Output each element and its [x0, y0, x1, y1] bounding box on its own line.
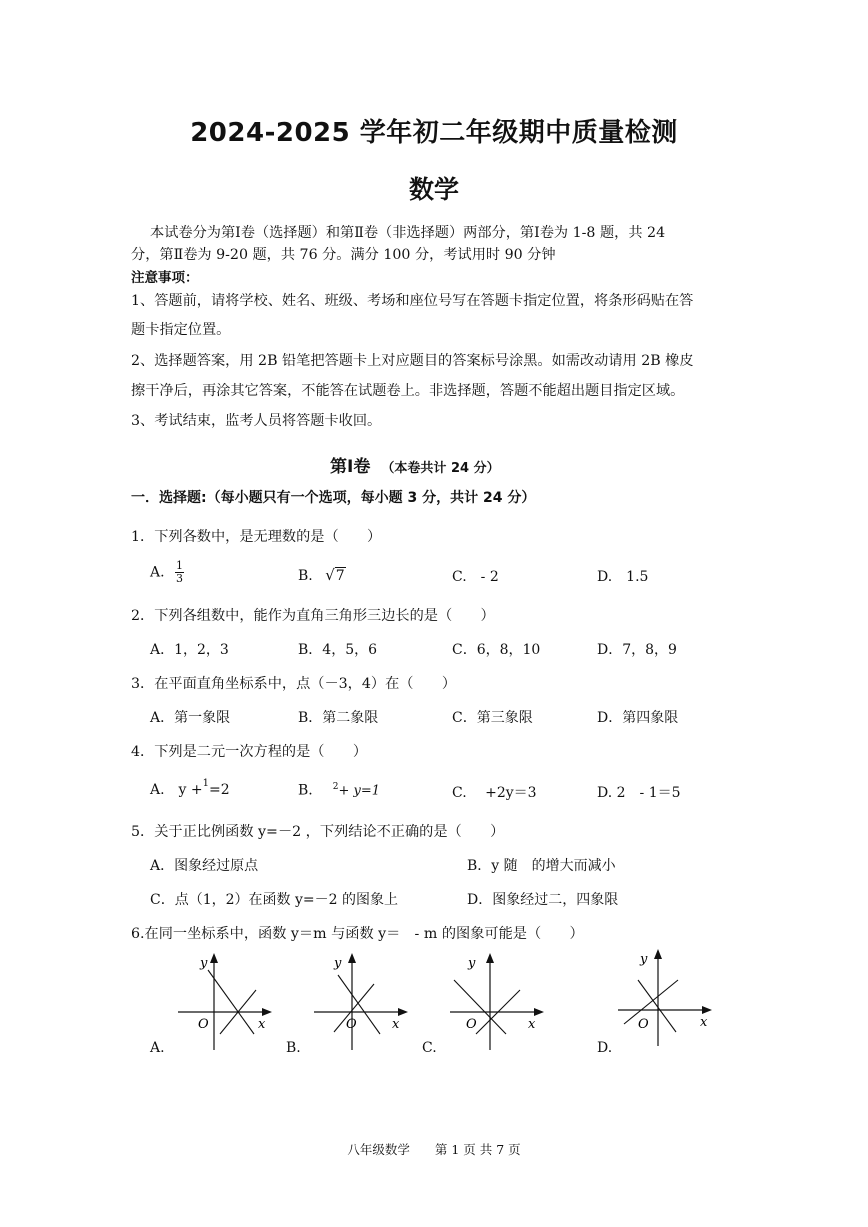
section-heading: 一．选择题:（每小题只有一个选项，每小题 3 分，共计 24 分） — [131, 490, 536, 506]
q5-option-a: A．图象经过原点 — [150, 858, 259, 874]
x-label: x — [528, 1017, 536, 1032]
x-axis-arrow-icon — [534, 1008, 544, 1016]
q1-a-label: A. — [150, 564, 165, 581]
origin-label: O — [346, 1017, 357, 1032]
q2-option-c: C．6，8，10 — [452, 642, 541, 658]
y-label: y — [468, 956, 476, 971]
q4-a-numerator: 1 — [202, 778, 210, 789]
note-1-line-2: 题卡指定位置。 — [131, 322, 231, 338]
line-1 — [454, 980, 506, 1034]
note-2-line-2: 擦干净后，再涂其它答案，不能答在试题卷上。非选择题，答题不能超出题目指定区域。 — [131, 383, 685, 399]
q3-option-a: A．第一象限 — [150, 710, 231, 726]
y-axis-arrow-icon — [348, 953, 356, 963]
origin-label: O — [638, 1017, 649, 1032]
q5-option-d: D．图象经过二，四象限 — [467, 892, 619, 908]
x-label: x — [258, 1017, 266, 1032]
q4-b-suffix: + y=1 — [338, 783, 381, 799]
page-footer: 八年级数学 第 1 页 共 7 页 — [347, 1142, 521, 1157]
intro-line-2: 分，第Ⅱ卷为 9-20 题，共 76 分。满分 100 分，考试用时 90 分钟 — [131, 247, 556, 263]
q1-option-a — [150, 560, 184, 585]
q6-option-c: C. — [422, 1040, 437, 1056]
intro-line-1: 本试卷分为第Ⅰ卷（选择题）和第Ⅱ卷（非选择题）两部分，第Ⅰ卷为 1-8 题，共 24 — [150, 225, 666, 241]
q4-option-c: C. +2y＝3 — [452, 785, 537, 801]
q4-option-d: D. 2 - 1＝5 — [597, 785, 681, 801]
q1-b-label: B. — [298, 568, 313, 584]
q4-stem: 4．下列是二元一次方程的是（ ） — [131, 744, 368, 760]
q1-option-b — [298, 566, 346, 584]
y-label: y — [640, 952, 648, 967]
volume-note: （本卷共计 24 分） — [381, 461, 500, 476]
sqrt-icon: √ — [325, 566, 335, 584]
note-3: 3、考试结束，监考人员将答题卡收回。 — [131, 413, 382, 429]
y-label: y — [334, 956, 342, 971]
q1-a-fraction — [175, 560, 184, 585]
q1-a-numerator: 1 — [176, 559, 184, 572]
q6-stem: 6.在同一坐标系中，函数 y＝m 与函数 y＝ - m 的图象可能是（ ） — [131, 926, 584, 942]
q3-option-b: B．第二象限 — [298, 710, 379, 726]
q2-option-d: D．7，8，9 — [597, 642, 677, 658]
q6-graph-b — [308, 950, 418, 1055]
q4-a-prefix: A. y + — [150, 782, 203, 798]
note-2-line-1: 2、选择题答案，用 2B 铅笔把答题卡上对应题目的答案标号涂黑。如需改动请用 2B 橡皮 — [131, 353, 694, 369]
q2-stem: 2．下列各组数中，能作为直角三角形三边长的是（ ） — [131, 608, 495, 624]
q1-option-c: C. - 2 — [452, 569, 499, 585]
x-axis-arrow-icon — [702, 1006, 712, 1014]
q4-option-b — [298, 782, 380, 799]
q5-stem: 5．关于正比例函数 y=－2 ，下列结论不正确的是（ ） — [131, 824, 505, 840]
q2-option-a: A．1，2，3 — [150, 642, 229, 658]
y-axis-arrow-icon — [486, 953, 494, 963]
q6-option-a: A. — [150, 1040, 165, 1056]
q5-option-b: B．y 随 的增大而减小 — [467, 858, 616, 874]
q4-a-suffix: =2 — [209, 782, 230, 798]
note-1-line-1: 1、答题前，请将学校、姓名、班级、考场和座位号写在答题卡指定位置，将条形码贴在答 — [131, 293, 694, 309]
q6-option-d: D. — [597, 1040, 613, 1056]
x-axis-arrow-icon — [398, 1008, 408, 1016]
q6-graph-c — [446, 950, 556, 1055]
volume-name: 第Ⅰ卷 — [330, 457, 371, 477]
x-label: x — [700, 1015, 708, 1030]
q2-option-b: B．4，5，6 — [298, 642, 378, 658]
q1-option-d: D. 1.5 — [597, 569, 649, 585]
line-2 — [624, 980, 678, 1024]
notes-heading: 注意事项： — [131, 270, 199, 286]
y-axis-arrow-icon — [210, 953, 218, 963]
q3-stem: 3．在平面直角坐标系中，点（－3，4）在（ ） — [131, 676, 457, 692]
q6-option-b: B. — [286, 1040, 301, 1056]
q4-b-label: B. — [298, 782, 313, 799]
x-label: x — [392, 1017, 400, 1032]
origin-label: O — [198, 1017, 209, 1032]
q3-option-c: C．第三象限 — [452, 710, 533, 726]
origin-label: O — [466, 1017, 477, 1032]
q1-stem: 1．下列各数中，是无理数的是（ ） — [131, 529, 382, 545]
y-label: y — [200, 956, 208, 971]
q6-graph-d — [614, 946, 724, 1051]
exam-title: 2024-2025 学年初二年级期中质量检测 — [190, 118, 678, 148]
subject-title: 数学 — [408, 175, 459, 204]
q1-a-denominator: 3 — [176, 572, 184, 585]
q4-b-exponent: 2 — [332, 782, 339, 792]
y-axis-arrow-icon — [654, 949, 662, 959]
x-axis-arrow-icon — [262, 1008, 272, 1016]
line-1 — [208, 970, 254, 1034]
volume-heading — [330, 452, 500, 477]
q4-option-a — [150, 778, 230, 799]
q3-option-d: D．第四象限 — [597, 710, 679, 726]
q1-b-radicand: 7 — [335, 568, 345, 584]
q6-graph-a — [170, 950, 280, 1055]
q5-option-c: C．点（1，2）在函数 y=－2 的图象上 — [150, 892, 398, 908]
